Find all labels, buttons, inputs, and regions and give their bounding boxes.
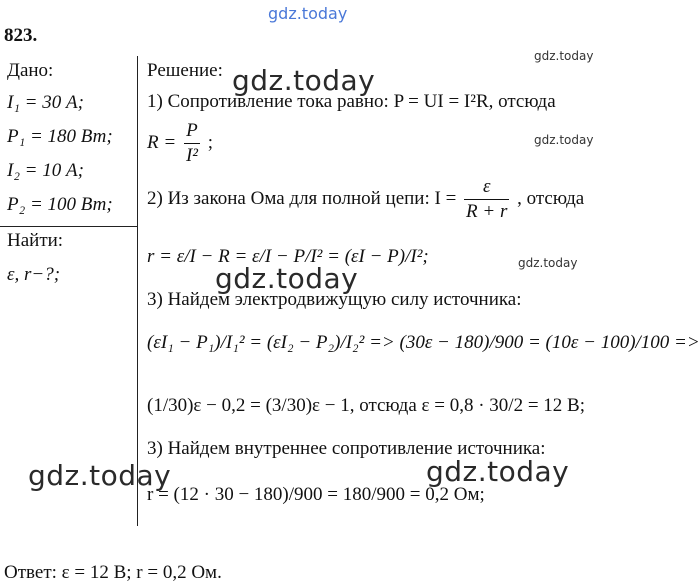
formula-4: (1/30)ε − 0,2 = (3/30)ε − 1, отсюда ε = 0,8 · 30/2 = 12 В; xyxy=(147,395,585,416)
solution-heading: Решение: xyxy=(147,60,223,81)
given-line-1: I₁ = 30 А; xyxy=(7,92,84,113)
watermark-big-3: gdz.today xyxy=(28,459,172,492)
formula-1-numerator: P xyxy=(186,120,198,141)
formula-1-denominator: I² xyxy=(185,145,198,166)
formula-3: (εI₁ − P₁)/I₁² = (εI₂ − P₂)/I₂² => (30ε − 180)/900 = (10ε − 100)/100 => xyxy=(147,332,700,353)
watermark-small-1: gdz.today xyxy=(534,49,594,63)
step-2-fraction xyxy=(464,176,509,223)
formula-1-fraction xyxy=(184,120,200,167)
watermark-big-4: gdz.today xyxy=(426,455,570,488)
formula-2: r = ε/I − R = ε/I − P/I² = (εI − P)/I²; xyxy=(147,246,429,267)
watermark-small-2: gdz.today xyxy=(534,133,594,147)
formula-1 xyxy=(147,120,213,167)
step-2-denominator: R + r xyxy=(466,201,508,222)
step-1-text: 1) Сопротивление тока равно: P = UI = I²R, отсюда xyxy=(147,91,556,112)
given-line-2: P₁ = 180 Вт; xyxy=(7,126,113,147)
problem-number: 823. xyxy=(4,25,38,46)
find-line: ε, r−?; xyxy=(7,264,61,285)
given-heading: Дано: xyxy=(7,60,54,81)
formula-1-left: R = xyxy=(147,131,177,153)
watermark-small-3: gdz.today xyxy=(518,256,578,270)
given-separator-horizontal xyxy=(0,226,137,227)
watermark-big-2: gdz.today xyxy=(215,262,359,295)
given-line-3: I₂ = 10 А; xyxy=(7,160,84,181)
step-3-heading: 3) Найдем электродвижущую силу источника: xyxy=(147,289,522,310)
step-2-line xyxy=(147,176,584,223)
step-2-suffix: , отсюда xyxy=(517,187,585,209)
given-line-4: P₂ = 100 Вт; xyxy=(7,194,113,215)
step-4-heading: 3) Найдем внутреннее сопротивление источника: xyxy=(147,438,546,459)
find-heading: Найти: xyxy=(7,230,64,251)
step-2-numerator: ε xyxy=(482,176,491,197)
formula-5: r = (12 · 30 − 180)/900 = 180/900 = 0,2 Ом; xyxy=(147,484,485,505)
formula-1-tail: ; xyxy=(207,131,213,153)
answer: Ответ: ε = 12 В; r = 0,2 Ом. xyxy=(4,562,222,583)
step-2-prefix: 2) Из закона Ома для полной цепи: I = xyxy=(147,187,457,209)
watermark-big-1: gdz.today xyxy=(232,64,376,97)
given-separator-vertical xyxy=(137,56,138,526)
watermark-top: gdz.today xyxy=(268,4,348,23)
